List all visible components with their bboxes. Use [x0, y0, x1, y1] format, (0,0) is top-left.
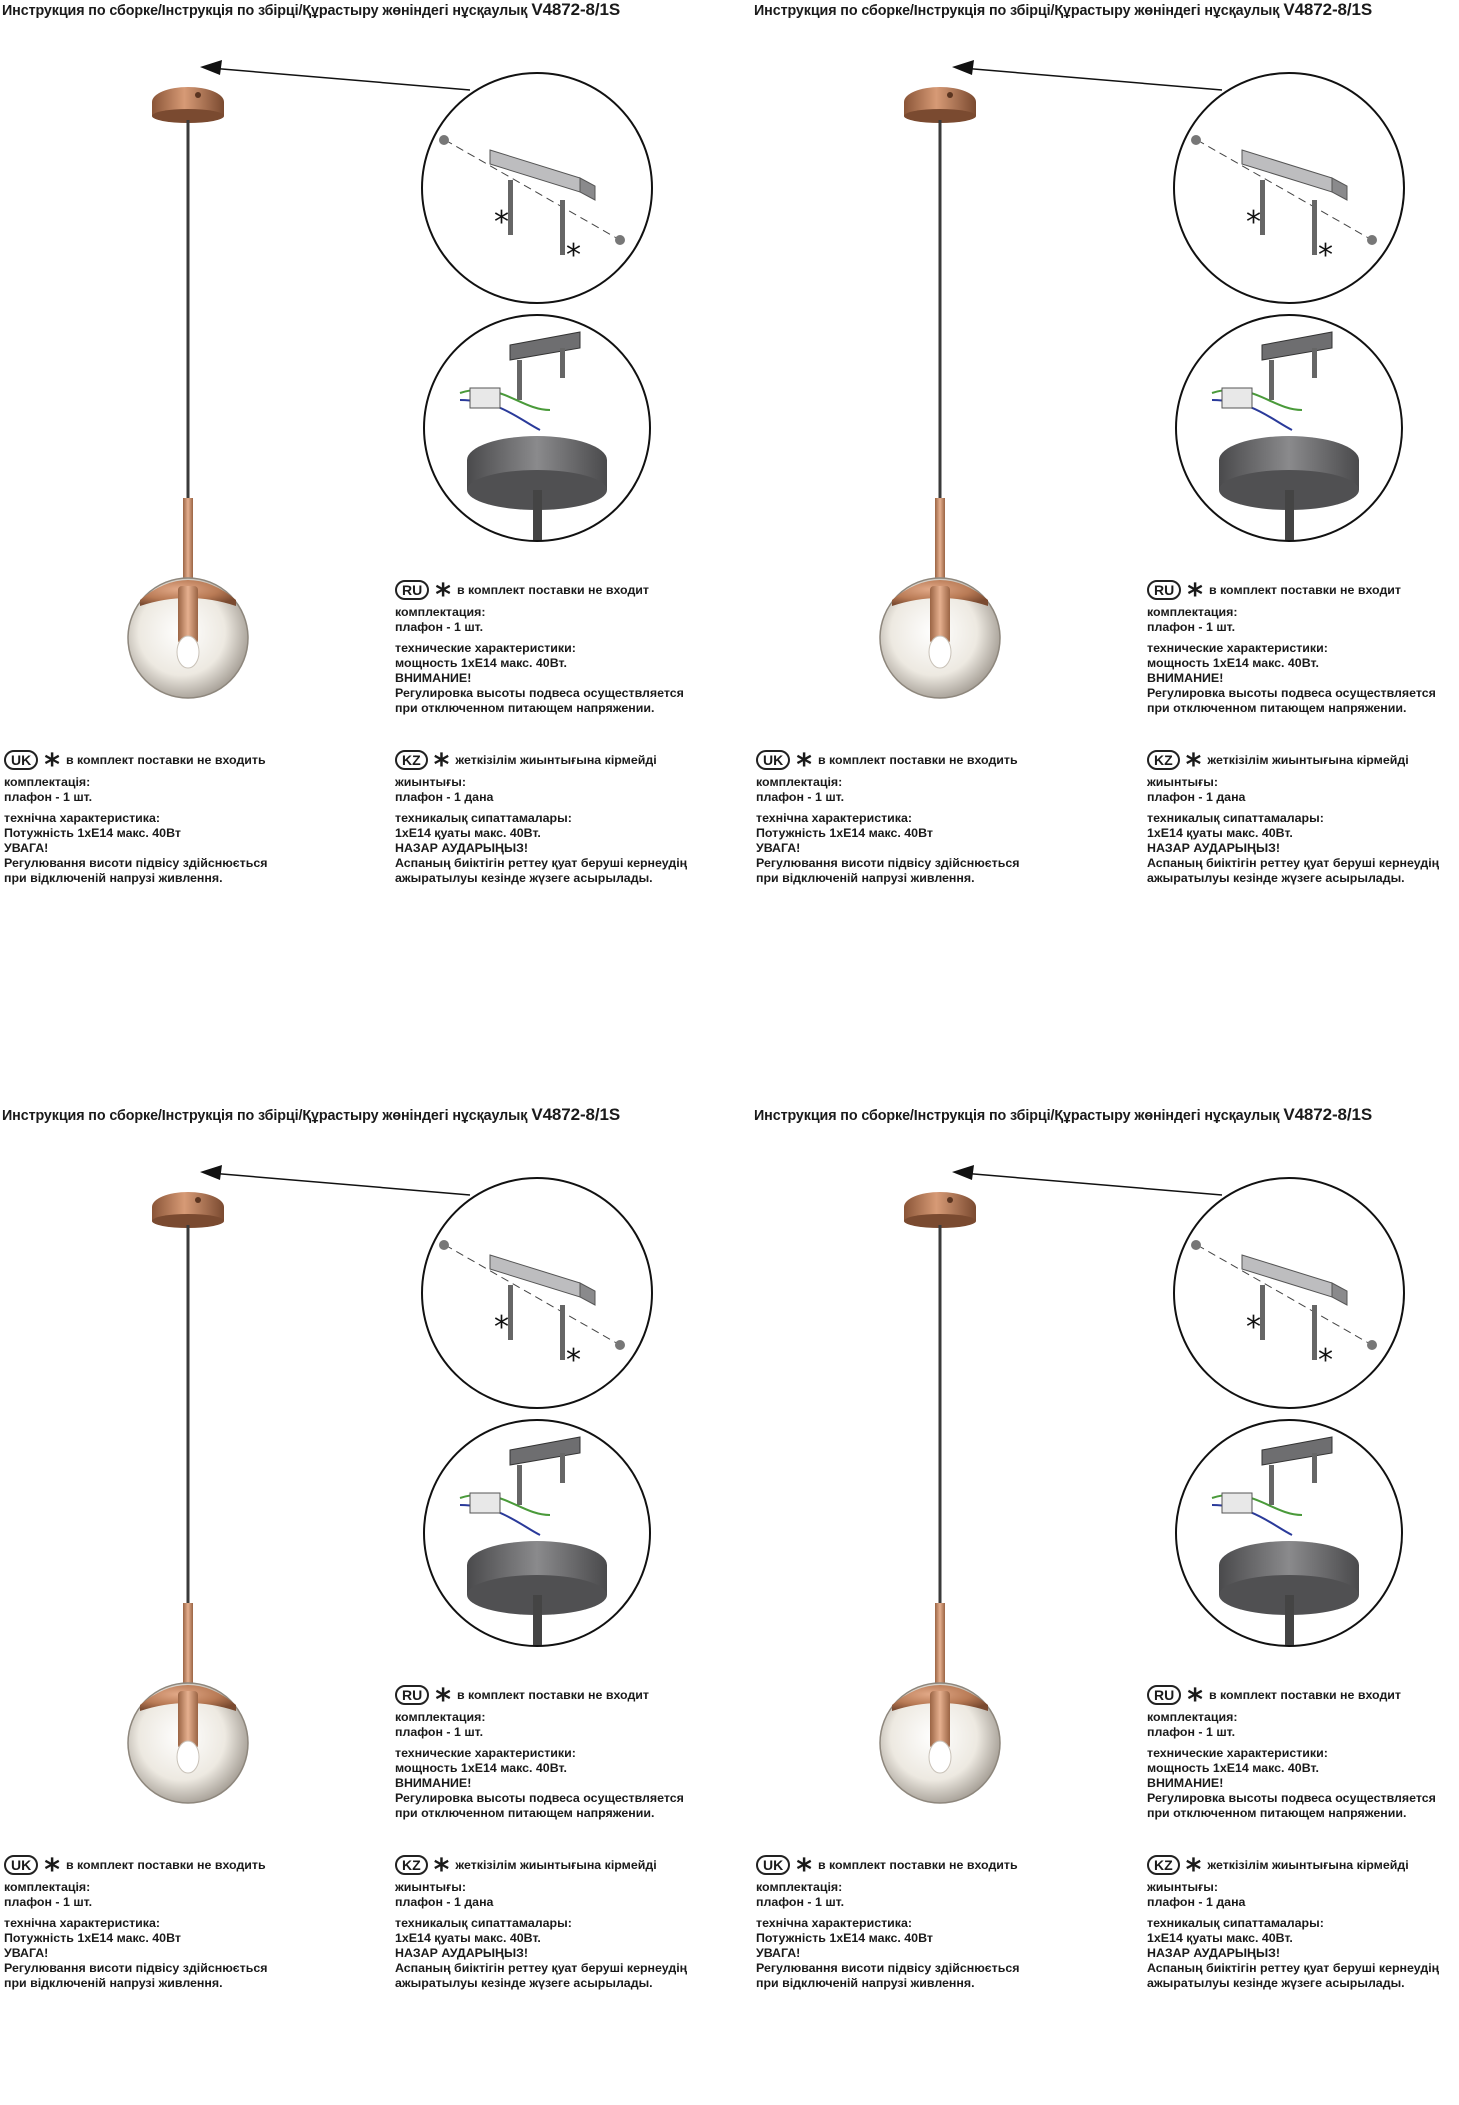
kz-section: KZ * жеткізілім жиынтығына кірмейді жиынтығы: плафон - 1 дана техникалық сипаттамалары: 1хЕ14 қуаты макс. 40Вт. НАЗАР АУДАРЫҢЫЗ! Аспаның биіктігін реттеу қуат беруші кернеудің ажыратылуы кезінде жүзеге асырылады. [395, 1853, 688, 1990]
uk-section: UK * в комплект поставки не входить комплектація: плафон - 1 шт. технічна характеристика: Потужність 1хЕ14 макс. 40Вт УВАГА! Регулювання висоти підвісу здійснюється при відключеній напрузі живлення. [756, 748, 1020, 885]
kz-badge: KZ [395, 750, 428, 770]
model-number: V4872-8/1S [531, 0, 621, 19]
sheet-title: Инструкция по сборке/Інструкція по збірці/Құрастыру жөніндегі нұсқаулық V4872-8/1S [2, 1105, 621, 1124]
asterisk-icon: * [1185, 1853, 1202, 1888]
ru-badge: RU [395, 1685, 429, 1705]
mounting-bracket-detail [1174, 1178, 1404, 1408]
asterisk-icon: * [435, 578, 451, 613]
asterisk-icon: * [435, 1683, 451, 1718]
ru-section: RU * в комплект поставки не входит комплектация: плафон - 1 шт. технические характеристики: мощность 1хЕ14 макс. 40Вт. ВНИМАНИЕ! Регулировка высоты подвеса осуществляется при отключенном питающем напряжении. [1147, 578, 1436, 715]
model-number: V4872-8/1S [1283, 0, 1373, 19]
uk-section: UK * в комплект поставки не входить комплектація: плафон - 1 шт. технічна характеристика: Потужність 1хЕ14 макс. 40Вт УВАГА! Регулювання висоти підвісу здійснюється при відключеній напрузі живлення. [4, 1853, 268, 1990]
kz-badge: KZ [395, 1855, 428, 1875]
pendant-lamp-illustration [128, 87, 248, 698]
asterisk-icon: * [433, 748, 450, 783]
pointer-arrow [952, 1165, 1222, 1195]
uk-badge: UK [756, 1855, 790, 1875]
ru-badge: RU [1147, 1685, 1181, 1705]
asterisk-icon: * [44, 748, 60, 783]
svg-text:*: * [494, 205, 509, 240]
sheet-title: Инструкция по сборке/Інструкція по збірці/Құрастыру жөніндегі нұсқаулық V4872-8/1S [754, 0, 1373, 19]
wiring-detail [1176, 1420, 1402, 1646]
kz-badge: KZ [1147, 1855, 1180, 1875]
model-number: V4872-8/1S [531, 1105, 621, 1124]
pendant-lamp-illustration [880, 1192, 1000, 1803]
pointer-arrow [952, 60, 1222, 90]
kz-badge: KZ [1147, 750, 1180, 770]
instruction-sheet [0, 1105, 752, 2105]
ru-badge: RU [395, 580, 429, 600]
instruction-sheet [752, 0, 1459, 1000]
asterisk-icon: * [1187, 578, 1203, 613]
pointer-arrow [200, 1165, 470, 1195]
pointer-arrow [200, 60, 470, 90]
wiring-detail [1176, 315, 1402, 541]
model-number: V4872-8/1S [1283, 1105, 1373, 1124]
asterisk-icon: * [433, 1853, 450, 1888]
mounting-bracket-detail [1174, 73, 1404, 303]
instruction-sheet [0, 0, 752, 1000]
asterisk-icon: * [796, 748, 812, 783]
ru-section: RU * в комплект поставки не входит комплектация: плафон - 1 шт. технические характеристики: мощность 1хЕ14 макс. 40Вт. ВНИМАНИЕ! Регулировка высоты подвеса осуществляется при отключенном питающем напряжении. [1147, 1683, 1436, 1820]
pendant-lamp-illustration [128, 1192, 248, 1803]
ru-section: RU * в комплект поставки не входит комплектация: плафон - 1 шт. технические характеристики: мощность 1хЕ14 макс. 40Вт. ВНИМАНИЕ! Регулировка высоты подвеса осуществляется при отключенном питающем напряжении. [395, 1683, 684, 1820]
svg-text:*: * [1318, 1343, 1333, 1378]
asterisk-icon: * [44, 1853, 60, 1888]
uk-badge: UK [4, 1855, 38, 1875]
asterisk-icon: * [1185, 748, 1202, 783]
sheet-title: Инструкция по сборке/Інструкція по збірці/Құрастыру жөніндегі нұсқаулық V4872-8/1S [2, 0, 621, 19]
uk-badge: UK [756, 750, 790, 770]
wiring-detail [424, 1420, 650, 1646]
svg-text:*: * [1318, 238, 1333, 273]
uk-section: UK * в комплект поставки не входить комплектація: плафон - 1 шт. технічна характеристика: Потужність 1хЕ14 макс. 40Вт УВАГА! Регулювання висоти підвісу здійснюється при відключеній напрузі живлення. [4, 748, 268, 885]
pendant-lamp-illustration [880, 87, 1000, 698]
kz-section: KZ * жеткізілім жиынтығына кірмейді жиынтығы: плафон - 1 дана техникалық сипаттамалары: 1хЕ14 қуаты макс. 40Вт. НАЗАР АУДАРЫҢЫЗ! Аспаның биіктігін реттеу қуат беруші кернеудің ажыратылуы кезінде жүзеге асырылады. [1147, 748, 1440, 885]
ru-badge: RU [1147, 580, 1181, 600]
wiring-detail [424, 315, 650, 541]
kz-section: KZ * жеткізілім жиынтығына кірмейді жиынтығы: плафон - 1 дана техникалық сипаттамалары: 1хЕ14 қуаты макс. 40Вт. НАЗАР АУДАРЫҢЫЗ! Аспаның биіктігін реттеу қуат беруші кернеудің ажыратылуы кезінде жүзеге асырылады. [1147, 1853, 1440, 1990]
svg-text:*: * [1246, 205, 1261, 240]
uk-badge: UK [4, 750, 38, 770]
uk-section: UK * в комплект поставки не входить комплектація: плафон - 1 шт. технічна характеристика: Потужність 1хЕ14 макс. 40Вт УВАГА! Регулювання висоти підвісу здійснюється при відключеній напрузі живлення. [756, 1853, 1020, 1990]
instruction-sheet [752, 1105, 1459, 2105]
svg-text:*: * [1246, 1310, 1261, 1345]
svg-text:*: * [494, 1310, 509, 1345]
ru-section: RU * в комплект поставки не входит комплектация: плафон - 1 шт. технические характеристики: мощность 1хЕ14 макс. 40Вт. ВНИМАНИЕ! Регулировка высоты подвеса осуществляется при отключенном питающем напряжении. [395, 578, 684, 715]
kz-section: KZ * жеткізілім жиынтығына кірмейді жиынтығы: плафон - 1 дана техникалық сипаттамалары: 1хЕ14 қуаты макс. 40Вт. НАЗАР АУДАРЫҢЫЗ! Аспаның биіктігін реттеу қуат беруші кернеудің ажыратылуы кезінде жүзеге асырылады. [395, 748, 688, 885]
sheet-title: Инструкция по сборке/Інструкція по збірці/Құрастыру жөніндегі нұсқаулық V4872-8/1S [754, 1105, 1373, 1124]
svg-text:*: * [566, 238, 581, 273]
asterisk-icon: * [796, 1853, 812, 1888]
asterisk-icon: * [1187, 1683, 1203, 1718]
mounting-bracket-detail [422, 73, 652, 303]
svg-text:*: * [566, 1343, 581, 1378]
mounting-bracket-detail [422, 1178, 652, 1408]
